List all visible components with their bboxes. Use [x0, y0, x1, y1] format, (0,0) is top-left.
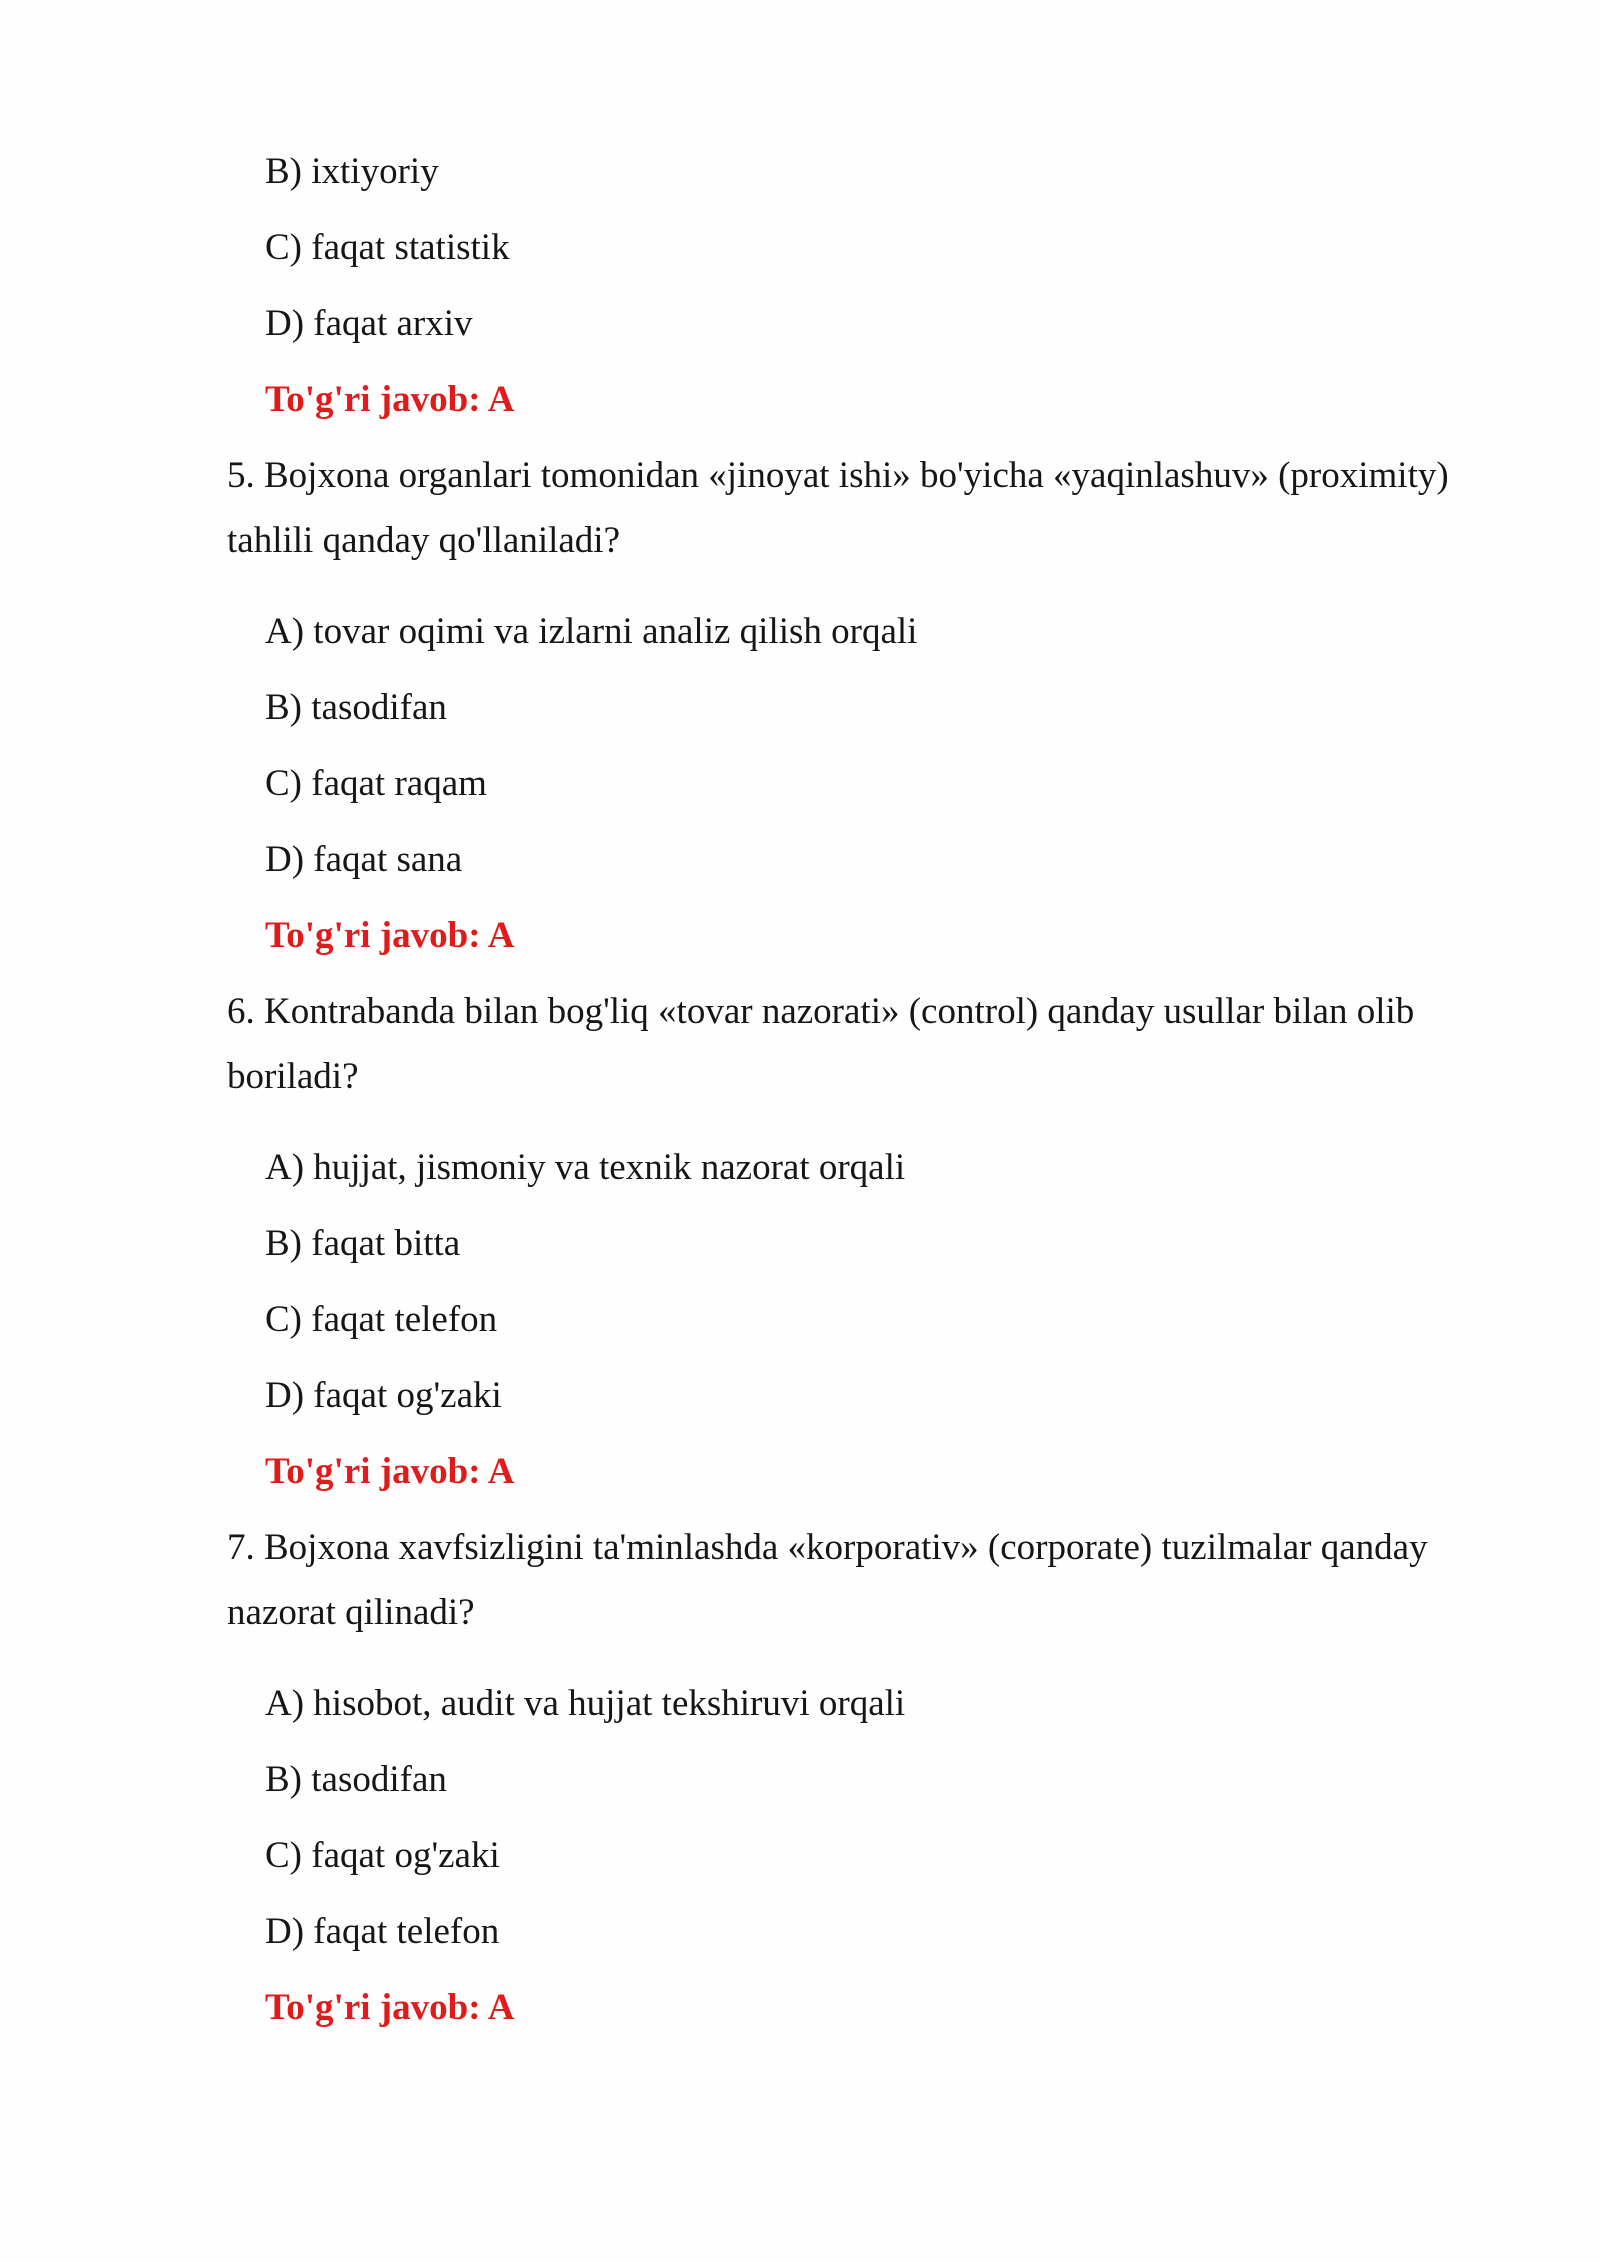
option-c: C) faqat telefon	[265, 1299, 498, 1340]
option-c: C) faqat raqam	[265, 763, 487, 804]
correct-answer: To'g'ri javob: A	[265, 1451, 515, 1492]
option-c: C) faqat og'zaki	[265, 1835, 500, 1876]
option-d: D) faqat og'zaki	[265, 1375, 502, 1416]
correct-answer: To'g'ri javob: A	[265, 379, 515, 420]
question-text-line-2: boriladi?	[227, 1056, 359, 1097]
option-a: A) hisobot, audit va hujjat tekshiruvi orqali	[265, 1683, 906, 1724]
option-b: B) ixtiyoriy	[265, 151, 439, 192]
option-b: B) faqat bitta	[265, 1223, 461, 1264]
question-text-line-1: 5. Bojxona organlari tomonidan «jinoyat ishi» bo'yicha «yaqinlashuv» (proximity)	[227, 455, 1449, 496]
correct-answer: To'g'ri javob: A	[265, 915, 515, 956]
option-c: C) faqat statistik	[265, 227, 510, 268]
option-b: B) tasodifan	[265, 1759, 447, 1800]
question-text-line-2: tahlili qanday qo'llaniladi?	[227, 520, 620, 561]
option-b: B) tasodifan	[265, 687, 447, 728]
option-d: D) faqat telefon	[265, 1911, 500, 1952]
question-text-line-1: 7. Bojxona xavfsizligini ta'minlashda «korporativ» (corporate) tuzilmalar qanday	[227, 1527, 1428, 1568]
correct-answer: To'g'ri javob: A	[265, 1987, 515, 2028]
option-d: D) faqat arxiv	[265, 303, 473, 344]
option-d: D) faqat sana	[265, 839, 463, 880]
question-text-line-1: 6. Kontrabanda bilan bog'liq «tovar nazorati» (control) qanday usullar bilan olib	[227, 991, 1415, 1032]
option-a: A) hujjat, jismoniy va texnik nazorat orqali	[265, 1147, 906, 1188]
question-text-line-2: nazorat qilinadi?	[227, 1592, 475, 1633]
option-a: A) tovar oqimi va izlarni analiz qilish orqali	[265, 611, 918, 652]
